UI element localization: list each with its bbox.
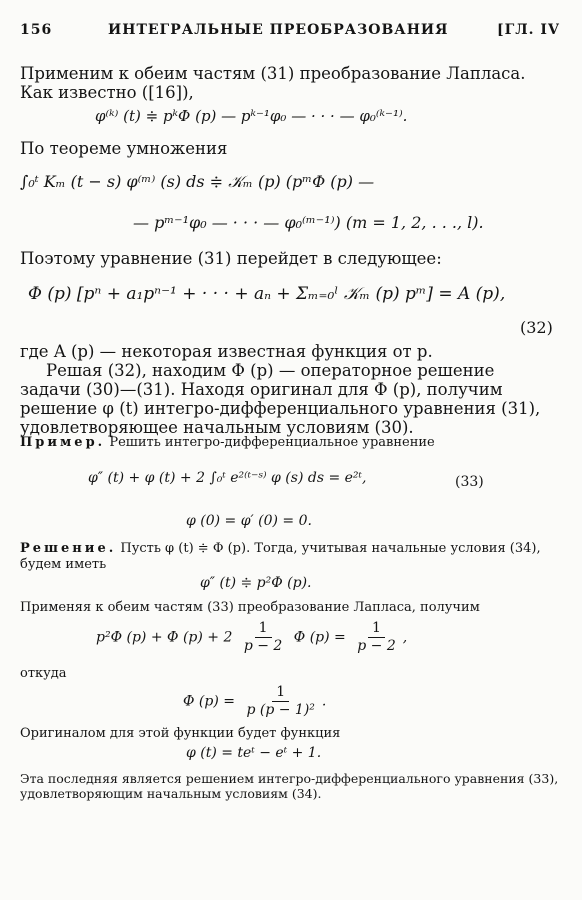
paragraph-whence: откуда: [20, 666, 67, 681]
fraction-1: $\frac{1}{p - 2}$: [243, 620, 283, 654]
paragraph-original: Оригиналом для этой функции будет функция: [20, 726, 341, 741]
paragraph-conclusion: Эта последняя является решением интегро-дифференциального уравнения (33), удовлетворяющим начальным условиям (34).: [20, 771, 559, 801]
equation-number-33: (33): [455, 474, 484, 490]
running-title: ИНТЕГРАЛЬНЫЕ ПРЕОБРАЗОВАНИЯ: [108, 22, 449, 38]
solution-text: Пусть φ (t) ≑ Φ (p). Тогда, учитывая начальные условия (34), будем иметь: [20, 541, 541, 572]
formula-example-equation: φ″ (t) + φ (t) + 2 ∫₀ᵗ e²⁽ᵗ⁻ˢ⁾ φ (s) ds = e²ᵗ,: [88, 470, 367, 486]
solution-paragraph: [20, 541, 560, 573]
example-label: Пример.: [20, 435, 106, 450]
formula-second-derivative-transform: φ″ (t) ≑ p²Φ (p).: [200, 575, 312, 591]
formula-operator-solution: Φ (p) = $\frac{1}{\text{p (p − 1)²}}$ .: [183, 684, 327, 718]
paragraph-equation-becomes: Поэтому уравнение (31) перейдет в следующее:: [20, 249, 442, 268]
page-number: 156: [20, 22, 53, 38]
example-text: Решить интегро-дифференциальное уравнение: [109, 435, 435, 450]
paragraph-apply-laplace: Применяя к обеим частям (33) преобразование Лапласа, получим: [20, 600, 480, 615]
paragraph-laplace-intro: Применим к обеим частям (31) преобразование Лапласа. Как известно ([16]),: [20, 64, 526, 102]
formula-transformed-equation: p²Φ (p) + Φ (p) + 2 $\frac{1}{p - 2}$ Φ (p) = $\frac{1}{p - 2}$ ,: [96, 620, 408, 654]
paragraph-multiplication-theorem: По теореме умножения: [20, 139, 228, 158]
formula-final-solution: φ (t) = teᵗ − eᵗ + 1.: [186, 745, 322, 761]
formula-derivative-transform: φ⁽ᵏ⁾ (t) ≑ pᵏΦ (p) — pᵏ⁻¹φ₀ — · · · — φ₀⁽ᵏ⁻¹⁾.: [95, 107, 408, 125]
formula-convolution-line2: — pᵐ⁻¹φ₀ — · · · — φ₀⁽ᵐ⁻¹⁾) (m = 1, 2, . . ., l).: [133, 213, 484, 232]
fraction-3: $\frac{1}{\text{p (p − 1)²}}$: [246, 684, 315, 718]
example-line: [20, 435, 560, 451]
formula-convolution-line1: ∫₀ᵗ Kₘ (t − s) φ⁽ᵐ⁾ (s) ds ≑ 𝒦ₘ (p) (pᵐΦ (p) —: [20, 172, 375, 191]
formula-operator-equation: Φ (p) [pⁿ + a₁pⁿ⁻¹ + · · · + aₙ + Σₘ₌₀ˡ 𝒦ₘ (p) pᵐ] = A (p),: [28, 284, 506, 304]
solution-label: Решение.: [20, 541, 117, 556]
paragraph-known-function: где A (p) — некоторая известная функция от p.: [20, 342, 433, 361]
equation-number-32: (32): [520, 318, 553, 337]
chapter-label: [ГЛ. IV: [497, 22, 560, 38]
formula-initial-conditions: φ (0) = φ′ (0) = 0.: [186, 513, 312, 529]
paragraph-solving: Решая (32), находим Φ (p) — операторное решение задачи (30)—(31). Находя оригинал для Φ (p), получим решение φ (t) интегро-дифференциального уравнения (31), удовлетворяющее начальным условиям (30).: [20, 361, 541, 437]
fraction-2: $\frac{1}{p - 2}$: [357, 620, 396, 654]
